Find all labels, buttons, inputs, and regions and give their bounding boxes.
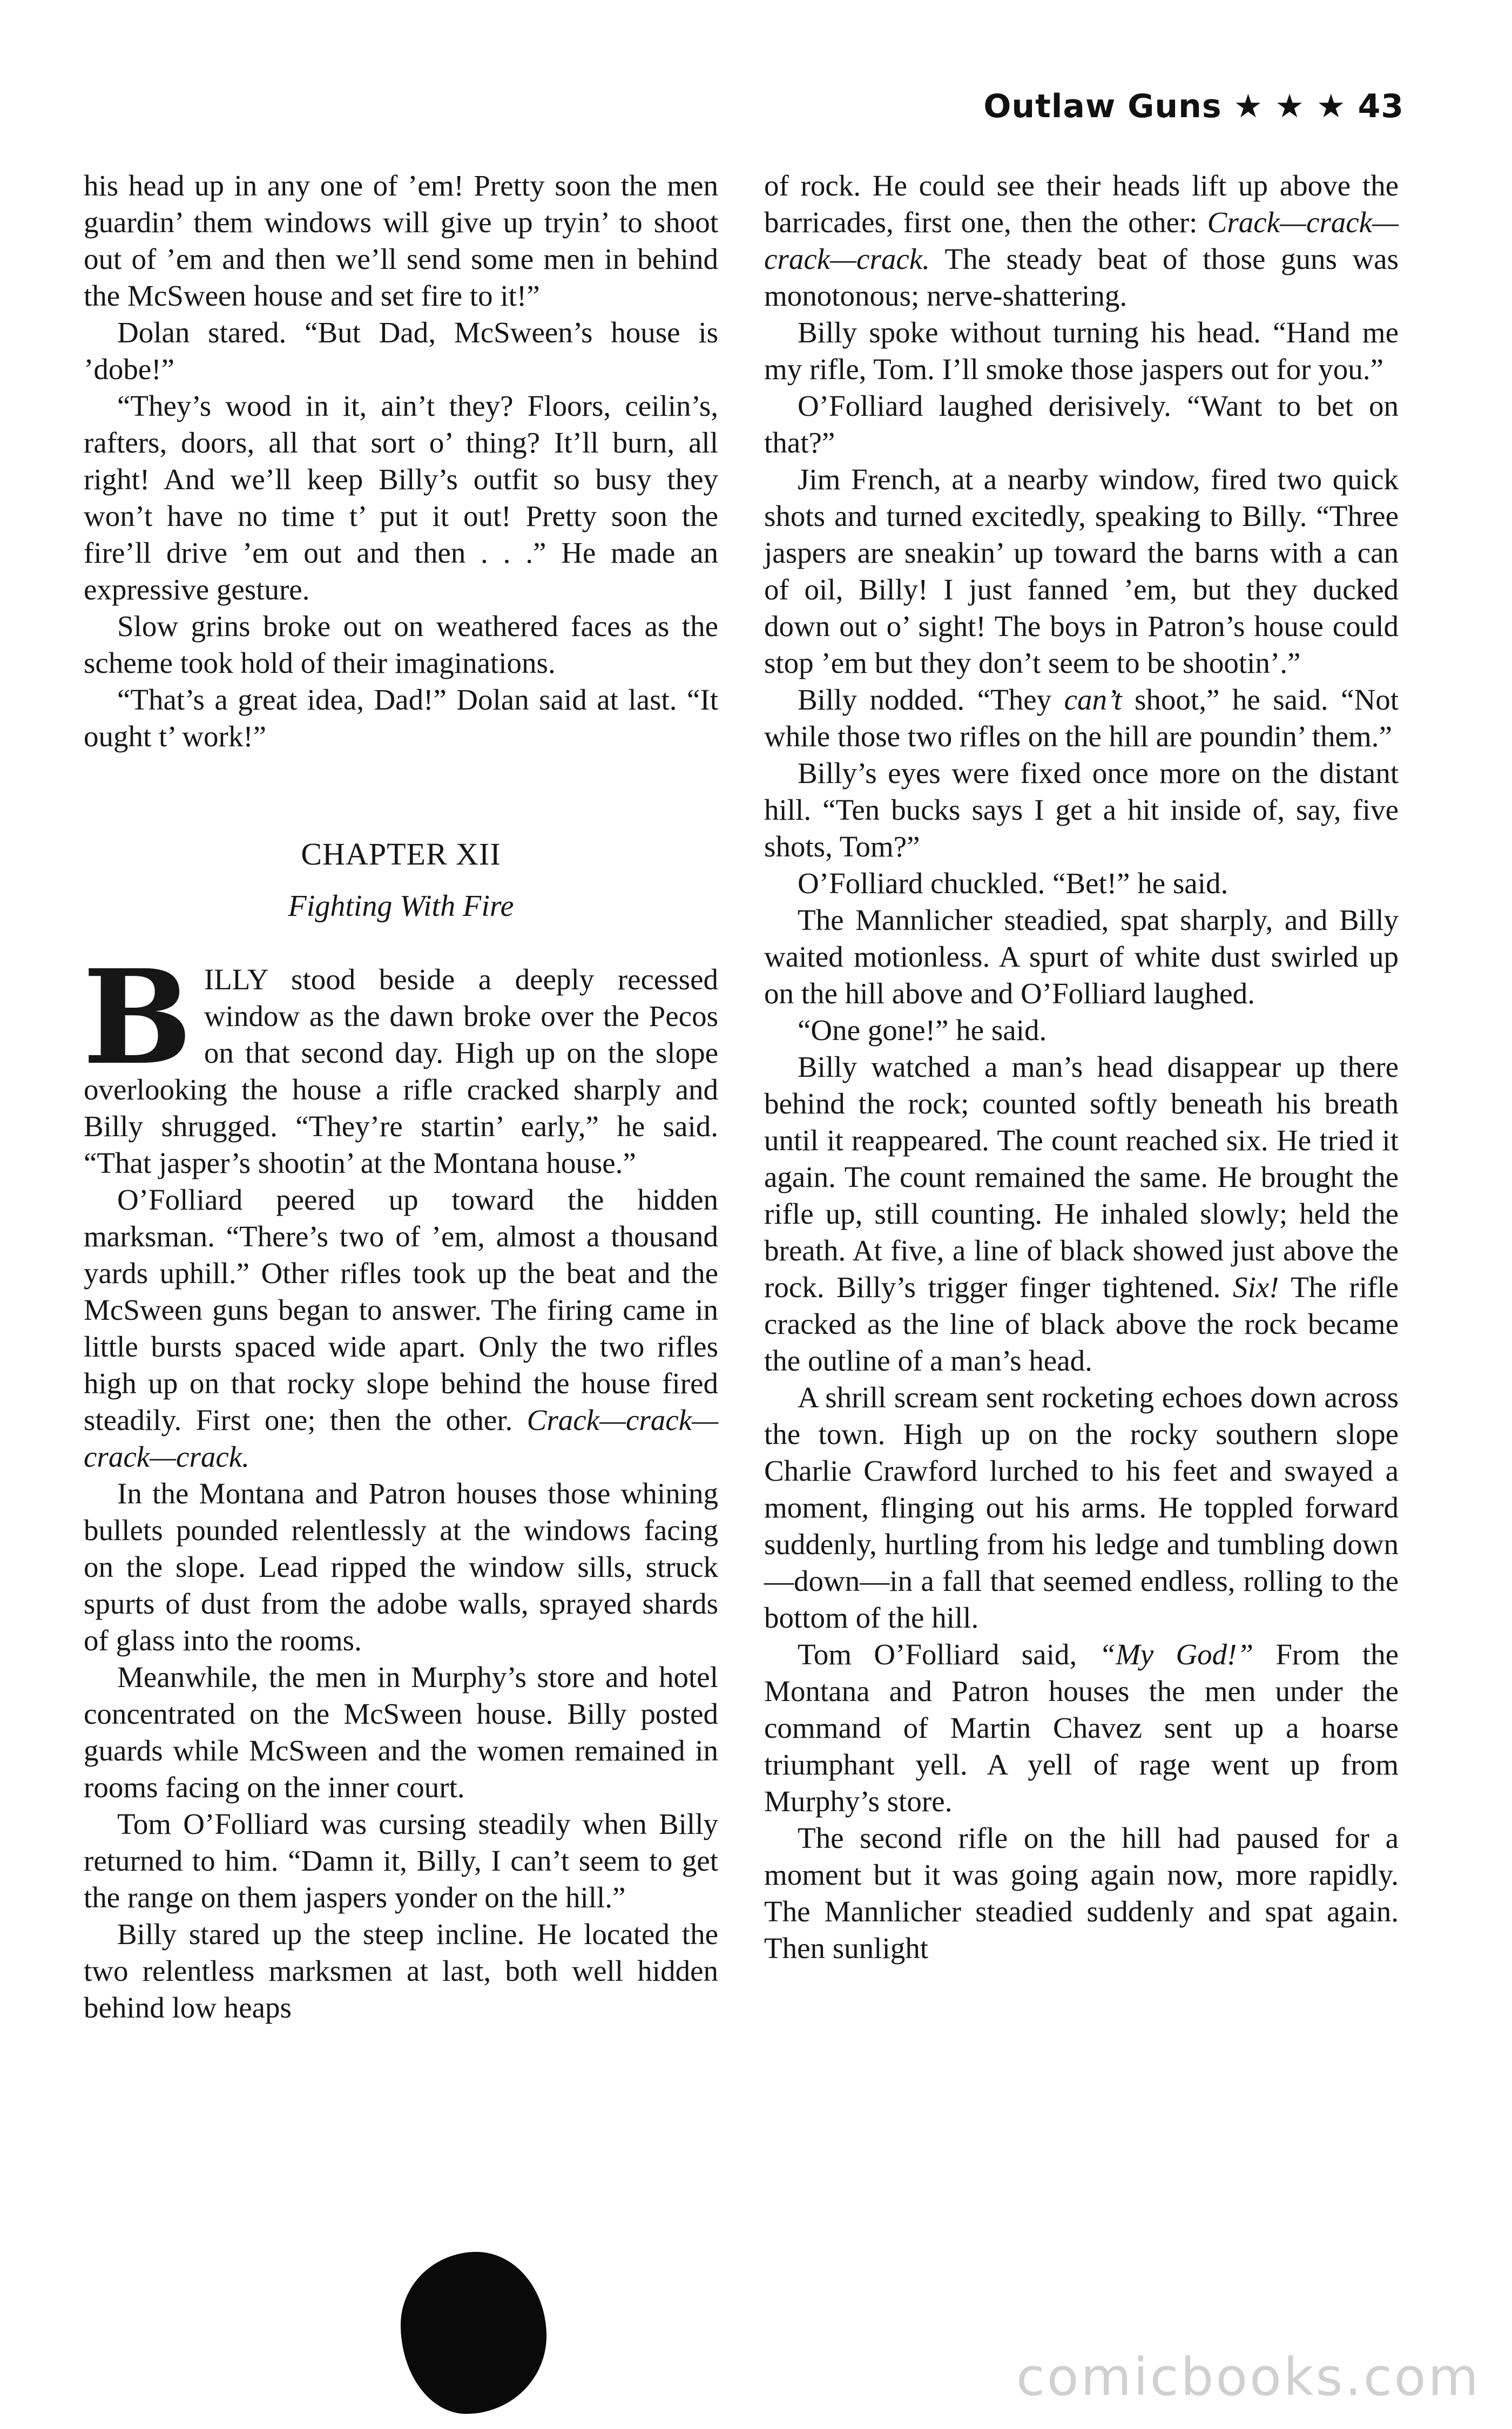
- chapter-subtitle: Fighting With Fire: [288, 889, 514, 923]
- drop-cap: B: [83, 941, 192, 1094]
- paragraph: “One gone!” he said.: [798, 1014, 1047, 1047]
- paragraph-text: O’Folliard peered up toward the hidden marksman. “There’s two of ’em, almost a thousand yards uphill.” Other rifles took up the beat and the McSween guns began to answer. The firing came in little bursts spaced wide apart. Only the two rifles high up on that rocky slope behind the house fired steadily. First one; then the other.: [84, 1183, 718, 1436]
- paragraph: “That’s a great idea, Dad!” Dolan said at last. “It ought t’ work!”: [84, 683, 718, 753]
- paragraph: O’Folliard chuckled. “Bet!” he said.: [798, 867, 1228, 900]
- italic-text: Crack—crack—crack—crack.: [84, 1404, 719, 1473]
- paragraph-text: of rock. He could see their heads lift up above the barricades, first one, then the other:: [764, 169, 1399, 239]
- paragraph-text: ILLY stood beside a deeply recessed window as the dawn broke over the Pecos on that second day. High up on the slope overlooking the house a rifle cracked sharply and Billy shrugged. “They’re startin’ early,” he said. “That jasper’s shootin’ at the Montana house.”: [84, 963, 718, 1179]
- paragraph-text: The steady beat of those guns was monotonous; nerve-shattering.: [764, 242, 1399, 312]
- paragraph: [764, 682, 1399, 755]
- paragraph: [764, 1049, 1399, 1379]
- paragraph: Slow grins broke out on weathered faces as the scheme took hold of their imaginations.: [84, 610, 718, 679]
- paragraph: The Mannlicher steadied, spat sharply, and Billy waited motionless. A spurt of white dust swirled up on the hill above and O’Folliard laughed.: [764, 903, 1399, 1010]
- paragraph-text: Tom O’Folliard said,: [798, 1638, 1077, 1671]
- paragraph: O’Folliard laughed derisively. “Want to bet on that?”: [764, 389, 1399, 459]
- paragraph: Billy spoke without turning his head. “Hand me my rifle, Tom. I’ll smoke those jaspers out for you.”: [764, 316, 1399, 386]
- paragraph-text: From the Montana and Patron houses the men under the command of Martin Chavez sent up a hoarse triumphant yell. A yell of rage went up from Murphy’s store.: [764, 1638, 1399, 1818]
- italic-text: Six!: [1232, 1271, 1279, 1304]
- paragraph: Billy stared up the steep incline. He located the two relentless marksmen at last, both well hidden behind low heaps: [84, 1918, 718, 2024]
- paragraph: Dolan stared. “But Dad, McSween’s house is ’dobe!”: [84, 316, 718, 386]
- paragraph: his head up in any one of ’em! Pretty soon the men guardin’ them windows will give up tryin’ to shoot out of ’em and then we’ll send some men in behind the McSween house and set fire to it!”: [84, 169, 718, 312]
- paragraph-text: Billy nodded. “They: [798, 683, 1052, 716]
- right-column: [764, 167, 1399, 1967]
- paragraph: [764, 167, 1399, 314]
- italic-text: Crack—crack—crack—crack.: [764, 206, 1399, 275]
- watermark: comicbooks.com: [1016, 2347, 1481, 2407]
- paragraph-text: Billy watched a man’s head disappear up there behind the rock; counted softly beneath his breath until it reappeared. The count reached six. He tried it again. The count remained the same. He brought the rifle up, still counting. He inhaled slowly; held the breath. At five, a line of black showed just above the rock. Billy’s trigger finger tightened.: [764, 1050, 1399, 1304]
- paragraph: Jim French, at a nearby window, fired two quick shots and turned excitedly, speaking to Billy. “Three jaspers are sneakin’ up toward the barns with a can of oil, Billy! I just fanned ’em, but they ducked down out o’ sight! The boys in Patron’s house could stop ’em but they don’t seem to be shootin’.”: [764, 463, 1399, 679]
- paragraph-text: shoot,” he said. “Not while those two rifles on the hill are poundin’ them.”: [764, 683, 1399, 753]
- paragraph: The second rifle on the hill had paused for a moment but it was going again now, more rapidly. The Mannlicher steadied suddenly and spat again. Then sunlight: [764, 1821, 1399, 1965]
- running-header: Outlaw Guns ★ ★ ★ 43: [983, 87, 1404, 125]
- chapter-title: CHAPTER XII: [301, 836, 501, 872]
- paragraph: [764, 1636, 1399, 1820]
- paragraph: Billy’s eyes were fixed once more on the distant hill. “Ten bucks says I get a hit inside of, say, five shots, Tom?”: [764, 757, 1399, 863]
- paragraph: [84, 1182, 718, 1475]
- paragraph-text: The rifle cracked as the line of black above the rock became the outline of a man’s head.: [764, 1271, 1399, 1377]
- paragraph: [83, 941, 718, 1182]
- paragraph: Meanwhile, the men in Murphy’s store and hotel concentrated on the McSween house. Billy posted guards while McSween and the women remained in rooms facing on the inner court.: [84, 1661, 718, 1804]
- left-column: [84, 167, 718, 2026]
- paragraph: “They’s wood in it, ain’t they? Floors, ceilin’s, rafters, doors, all that sort o’ thing? It’ll burn, all right! And we’ll keep Billy’s outfit so busy they won’t have no time t’ put it out! Pretty soon the fire’ll drive ’em out and then . . .” He made an expressive gesture.: [84, 389, 718, 606]
- paragraph: A shrill scream sent rocketing echoes down across the town. High up on the rocky southern slope Charlie Crawford lurched to his feet and swayed a moment, flinging out his arms. He toppled forward suddenly, hurtling from his ledge and tumbling down—down—in a fall that seemed endless, rolling to the bottom of the hill.: [764, 1381, 1399, 1634]
- italic-text: “My God!”: [1099, 1638, 1254, 1671]
- ink-blot: [401, 2252, 546, 2414]
- italic-text: can’t: [1064, 683, 1122, 716]
- paragraph: In the Montana and Patron houses those whining bullets pounded relentlessly at the windows facing on the slope. Lead ripped the window sills, struck spurts of dust from the adobe walls, sprayed shards of glass into the rooms.: [84, 1477, 718, 1657]
- paragraph: Tom O’Folliard was cursing steadily when Billy returned to him. “Damn it, Billy, I can’t seem to get the range on them jaspers yonder on the hill.”: [84, 1807, 718, 1914]
